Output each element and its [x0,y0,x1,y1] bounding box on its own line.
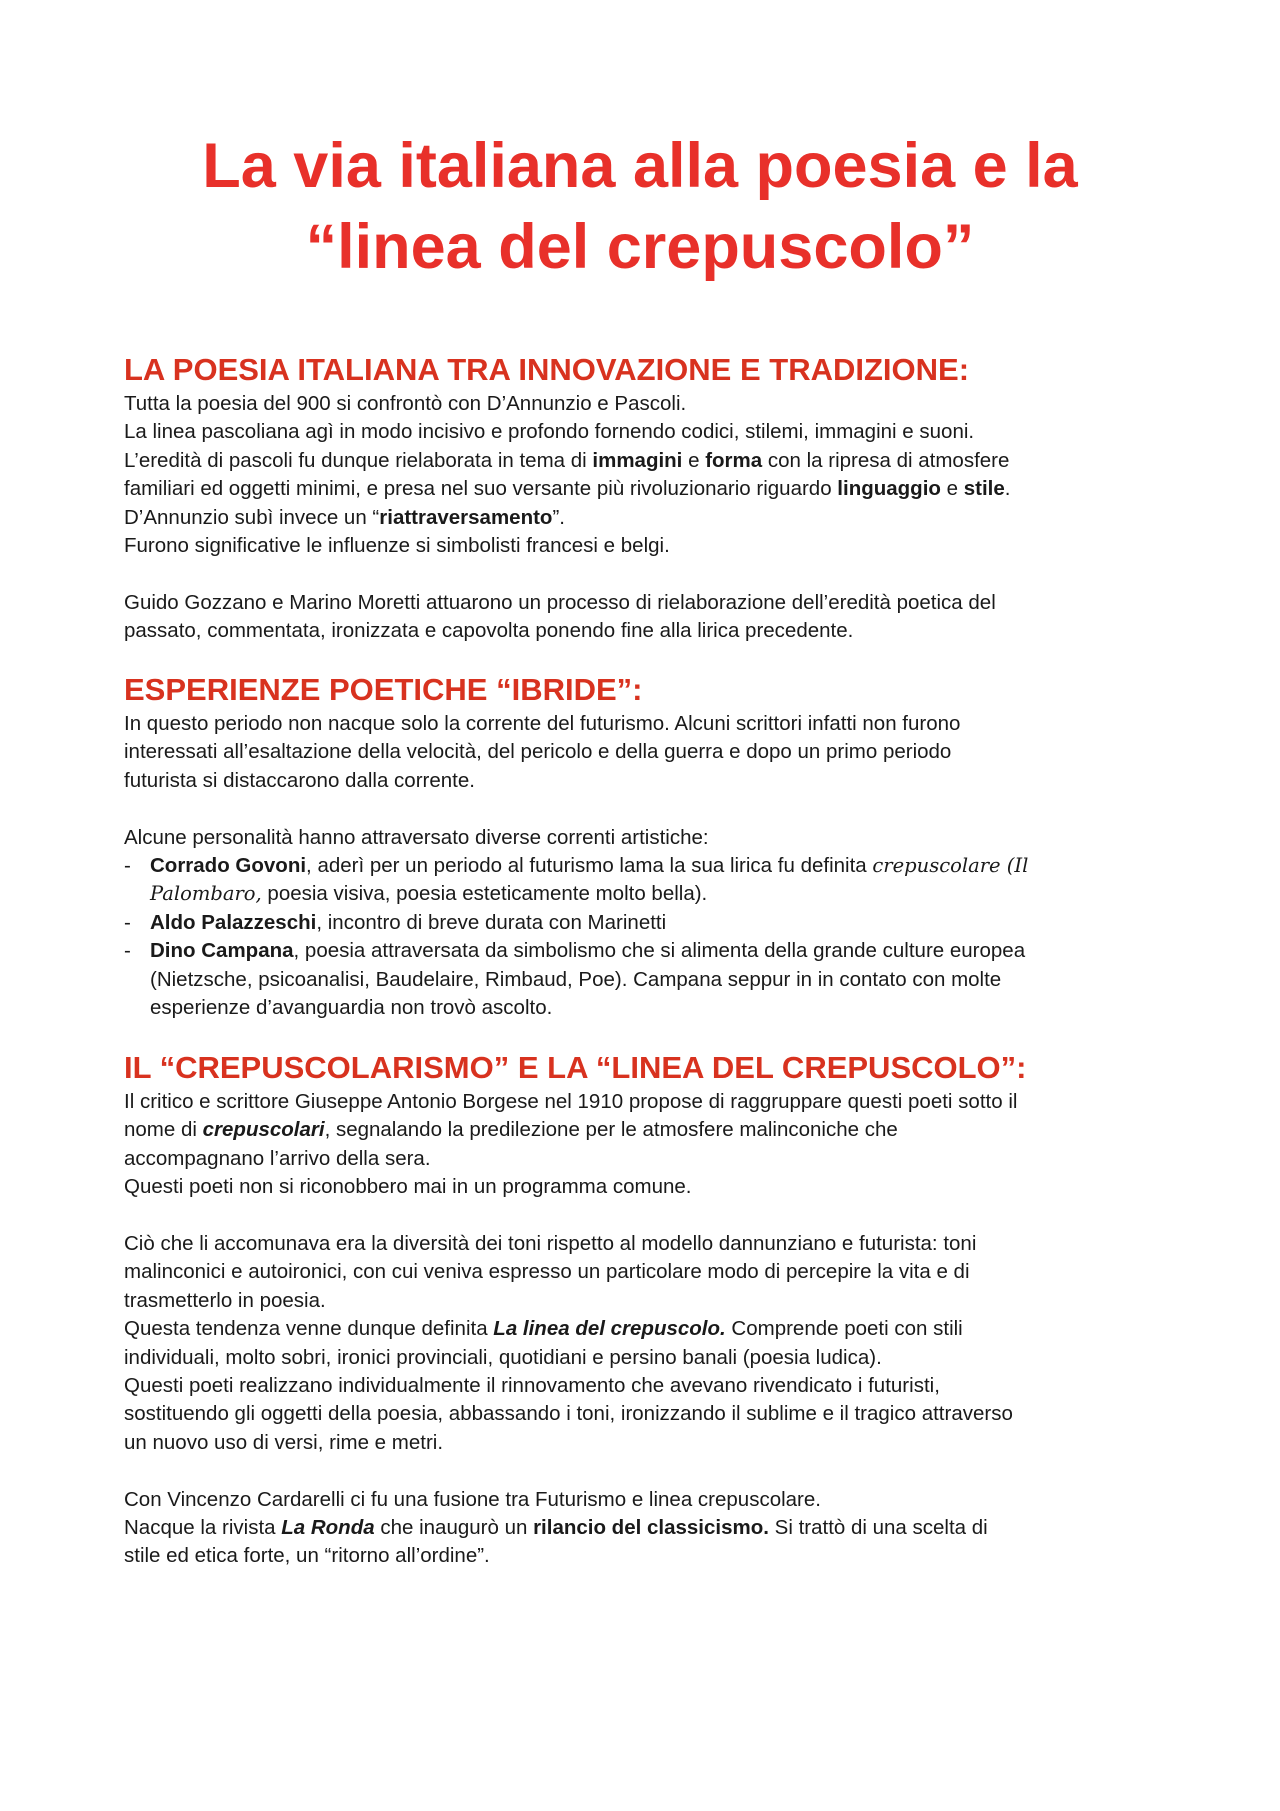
paragraph-line: In questo periodo non nacque solo la corrente del futurismo. Alcuni scrittori infatti non furono [124,712,961,735]
section-heading-innovazione: LA POESIA ITALIANA TRA INNOVAZIONE E TRADIZIONE: [124,352,970,387]
document-title [120,126,1160,288]
author-name: Aldo Palazzeschi [150,910,317,934]
paragraph-spacer [124,1457,1184,1485]
paragraph-line: trasmetterlo in poesia. [124,1288,326,1312]
paragraph-line: L’eredità di pascoli fu dunque rielaborata in tema di immagini e forma con la ripresa di atmosfere [124,448,1010,472]
paragraph-line: malinconici e autoironici, con cui veniva espresso un particolare modo di percepire la vita e di [124,1260,970,1284]
paragraph-line: Alcune personalità hanno attraversato diverse correnti artistiche: [124,825,709,849]
paragraph-line: sostituendo gli oggetti della poesia, abbassando i toni, ironizzando il sublime e il tragico attraverso [124,1402,1013,1426]
paragraph-line: Con Vincenzo Cardarelli ci fu una fusione tra Futurismo e linea crepuscolare. [124,1487,821,1511]
paragraph-line: Ciò che li accomunava era la diversità dei toni rispetto al modello dannunziano e futurista: toni [124,1232,977,1256]
bold-italic-term: La Ronda [281,1516,375,1540]
paragraph-line: Guido Gozzano e Marino Moretti attuarono un processo di rielaborazione dell’eredità poetica del [124,590,996,614]
paragraph-line: accompagnano l’arrivo della sera. [124,1146,431,1170]
bold-term: immagini [592,448,683,472]
paragraph-line: passato, commentata, ironizzata e capovolta ponendo fine alla lirica precedente. [124,619,854,643]
section-body-ibride [124,710,1184,1022]
section-body-crepuscolarismo [124,1088,1184,1571]
bold-term: riattraversamento [379,505,553,529]
paragraph-line: familiari ed oggetti minimi, e presa nel suo versante più rivoluzionario riguardo linguaggio e stile. [124,477,1011,501]
paragraph-line: Questa tendenza venne dunque definita La linea del crepuscolo. Comprende poeti con stili [124,1317,963,1341]
dash-bullet-icon: - [124,910,131,934]
paragraph-line: nome di crepuscolari, segnalando la predilezione per le atmosfere malinconiche che [124,1118,898,1142]
dash-bullet-icon: - [124,939,131,963]
paragraph-line: La linea pascoliana agì in modo incisivo e profondo fornendo codici, stilemi, immagini e suoni. [124,420,975,444]
paragraph-line: Questi poeti realizzano individualmente il rinnovamento che avevano rivendicato i futuristi, [124,1374,940,1398]
paragraph-line: stile ed etica forte, un “ritorno all’ordine”. [124,1544,490,1568]
bold-term: forma [705,448,763,472]
paragraph-line: futurista si distaccarono dalla corrente. [124,768,475,792]
italic-term: crepuscolare (Il [872,854,1029,878]
section-heading-crepuscolarismo: IL “CREPUSCOLARISMO” E LA “LINEA DEL CREPUSCOLO”: [124,1050,1027,1085]
paragraph-spacer [124,795,1184,823]
list-item-palazzeschi: - Aldo Palazzeschi, incontro di breve durata con Marinetti [124,909,1184,937]
bold-term: linguaggio [837,477,941,501]
title-line-2: “linea del crepuscolo” [305,212,975,282]
section-body-innovazione [124,390,1184,646]
paragraph-line: un nuovo uso di versi, rime e metri. [124,1430,444,1454]
paragraph-line: interessati all’esaltazione della velocità, del pericolo e della guerra e dopo un primo periodo [124,740,952,764]
title-line-1: La via italiana alla poesia e la [202,131,1078,201]
dash-bullet-icon: - [124,854,131,878]
italic-term: Palombaro, [150,882,262,906]
paragraph-line: Questi poeti non si riconobbero mai in un programma comune. [124,1175,692,1199]
author-name: Dino Campana [150,939,294,963]
author-name: Corrado Govoni [150,854,307,878]
paragraph-line: Tutta la poesia del 900 si confrontò con D’Annunzio e Pascoli. [124,392,687,415]
paragraph-line: Nacque la rivista La Ronda che inaugurò un rilancio del classicismo. Si trattò di una scelta di [124,1516,988,1540]
paragraph-spacer [124,560,1184,588]
bold-italic-term: crepuscolari [202,1118,325,1142]
paragraph-line: Furono significative le influenze si simbolisti francesi e belgi. [124,534,670,558]
section-heading-ibride: ESPERIENZE POETICHE “IBRIDE”: [124,672,643,707]
paragraph-spacer [124,1202,1184,1230]
list-item-campana: - Dino Campana, poesia attraversata da simbolismo che si alimenta della grande culture europea (Nietzsche, psicoanalisi, Baudelaire, Rimbaud, Poe). Campana seppur in in contato con molte esperienze d’avanguardia non trovò ascolto. [124,939,1026,1020]
list-item-govoni: - Corrado Govoni, aderì per un periodo al futurismo lama la sua lirica fu definita crepuscolare (Il Palombaro, poesia visiva, poesia esteticamente molto bella). [124,854,1029,906]
paragraph-line: D’Annunzio subì invece un “riattraversamento”. [124,505,565,529]
bold-term: rilancio del classicismo. [533,1516,769,1540]
paragraph-line: Il critico e scrittore Giuseppe Antonio Borgese nel 1910 propose di raggruppare questi poeti sotto il [124,1090,1018,1113]
paragraph-line: individuali, molto sobri, ironici provinciali, quotidiani e persino banali (poesia ludica). [124,1345,882,1369]
bold-term: stile [963,477,1005,501]
bold-italic-term: La linea del crepuscolo. [493,1317,726,1341]
